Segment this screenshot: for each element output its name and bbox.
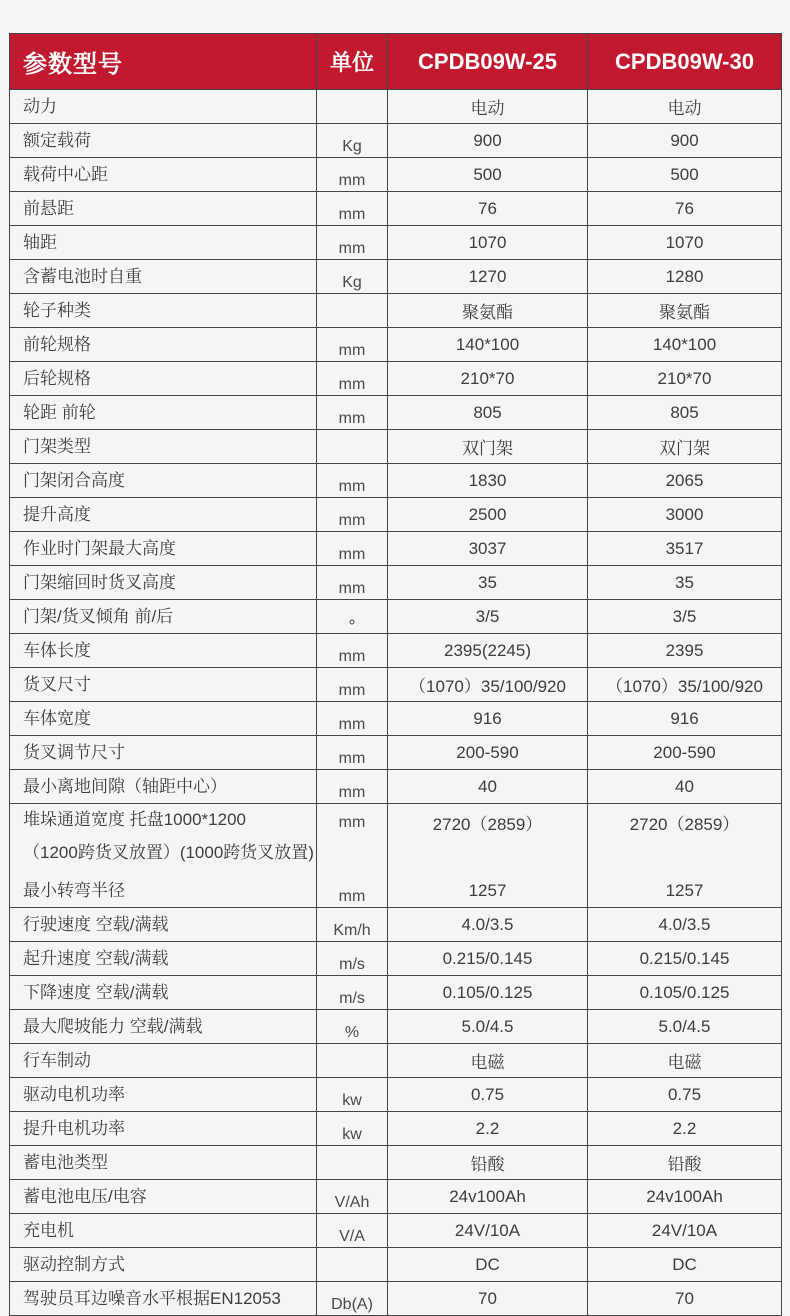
param-label [10, 532, 317, 566]
param-label-line1: 门架类型 [23, 436, 91, 456]
param-label [10, 874, 317, 908]
table-row [10, 362, 782, 396]
value-cell-model-2: 0.105/0.125 [588, 976, 782, 1010]
unit-cell [317, 770, 388, 804]
value-cell-model-2: DC [588, 1248, 782, 1282]
unit-label: mm [338, 814, 366, 831]
unit-cell [317, 1146, 388, 1180]
value-cell-model-1: 24V/10A [388, 1214, 588, 1248]
value-cell-model-2: 2720（2859） [588, 804, 782, 875]
unit-cell [317, 634, 388, 668]
value-cell-model-1: 2500 [388, 498, 588, 532]
value-cell-model-1: 35 [388, 566, 588, 600]
unit-cell [317, 1044, 388, 1078]
param-label [10, 158, 317, 192]
table-row [10, 702, 782, 736]
value-cell-model-1: 916 [388, 702, 588, 736]
table-row [10, 1010, 782, 1044]
value-cell-model-1: 铅酸 [388, 1146, 588, 1180]
value-cell-model-1: 电磁 [388, 1044, 588, 1078]
value-cell-model-1: 200-590 [388, 736, 588, 770]
table-row [10, 260, 782, 294]
table-row [10, 498, 782, 532]
table-row [10, 226, 782, 260]
unit-label: mm [338, 171, 366, 189]
unit-cell [317, 566, 388, 600]
param-label-line1: 充电机 [23, 1220, 74, 1240]
header-model-2: CPDB09W-30 [588, 34, 782, 90]
param-label-line1: 前悬距 [23, 198, 74, 218]
unit-label: V/A [339, 1227, 365, 1245]
value-cell-model-1: 0.75 [388, 1078, 588, 1112]
value-cell-model-1: （1070）35/100/920 [388, 668, 588, 702]
param-label [10, 1044, 317, 1078]
param-label-line1: 门架缩回时货叉高度 [23, 572, 176, 592]
value-cell-model-2: 805 [588, 396, 782, 430]
param-label [10, 702, 317, 736]
unit-label: mm [338, 783, 366, 801]
table-row [10, 874, 782, 908]
value-cell-model-2: 2.2 [588, 1112, 782, 1146]
unit-cell [317, 804, 388, 875]
table-row [10, 804, 782, 875]
param-label [10, 396, 317, 430]
param-label [10, 566, 317, 600]
unit-cell [317, 532, 388, 566]
unit-cell [317, 908, 388, 942]
value-cell-model-2: 210*70 [588, 362, 782, 396]
value-cell-model-1: 2395(2245) [388, 634, 588, 668]
value-cell-model-2: 0.75 [588, 1078, 782, 1112]
unit-cell [317, 396, 388, 430]
param-label [10, 1078, 317, 1112]
param-label-line1: 轴距 [23, 232, 57, 252]
unit-cell [317, 1180, 388, 1214]
param-label [10, 908, 317, 942]
value-cell-model-2: 3000 [588, 498, 782, 532]
value-cell-model-1: 4.0/3.5 [388, 908, 588, 942]
param-label-line1: 载荷中心距 [23, 164, 108, 184]
table-row [10, 1282, 782, 1316]
unit-label: mm [338, 647, 366, 665]
value-cell-model-2: 200-590 [588, 736, 782, 770]
value-cell-model-1: 3037 [388, 532, 588, 566]
unit-cell [317, 498, 388, 532]
param-label-line1: 货叉调节尺寸 [23, 742, 125, 762]
param-label-line1: 行驶速度 空载/满载 [23, 914, 169, 934]
param-label-line1: 最小离地间隙（轴距中心） [23, 776, 227, 796]
param-label [10, 736, 317, 770]
table-row [10, 1044, 782, 1078]
unit-cell [317, 226, 388, 260]
param-label-line1: 蓄电池类型 [23, 1152, 108, 1172]
param-label [10, 976, 317, 1010]
param-label [10, 634, 317, 668]
unit-label: kw [342, 1091, 362, 1109]
value-cell-model-1: 0.105/0.125 [388, 976, 588, 1010]
value-cell-model-1: 电动 [388, 90, 588, 124]
param-label [10, 1214, 317, 1248]
table-row [10, 1180, 782, 1214]
spec-table-body [10, 90, 782, 1316]
value-cell-model-1: 210*70 [388, 362, 588, 396]
unit-cell [317, 874, 388, 908]
param-label-line1: 提升电机功率 [23, 1118, 125, 1138]
unit-cell [317, 124, 388, 158]
param-label-line1: 车体宽度 [23, 708, 91, 728]
param-label [10, 1010, 317, 1044]
table-row [10, 294, 782, 328]
value-cell-model-2: 3517 [588, 532, 782, 566]
table-row [10, 942, 782, 976]
param-label-line1: 起升速度 空载/满载 [23, 948, 169, 968]
unit-label: Db(A) [331, 1295, 373, 1313]
param-label [10, 226, 317, 260]
param-label [10, 464, 317, 498]
value-cell-model-1: 3/5 [388, 600, 588, 634]
unit-label: V/Ah [334, 1193, 370, 1211]
unit-cell [317, 294, 388, 328]
unit-label: mm [338, 749, 366, 767]
value-cell-model-2: 2065 [588, 464, 782, 498]
value-cell-model-2: 24V/10A [588, 1214, 782, 1248]
param-label [10, 668, 317, 702]
table-row [10, 566, 782, 600]
param-label-line1: 车体长度 [23, 640, 91, 660]
header-unit-label: 单位 [317, 34, 388, 90]
table-row [10, 908, 782, 942]
param-label-line1: 额定载荷 [23, 130, 91, 150]
unit-label: mm [338, 375, 366, 393]
value-cell-model-1: 2.2 [388, 1112, 588, 1146]
table-row [10, 736, 782, 770]
value-cell-model-2: 24v100Ah [588, 1180, 782, 1214]
unit-cell [317, 260, 388, 294]
param-label [10, 1248, 317, 1282]
param-label-line1: 最大爬坡能力 空载/满载 [23, 1016, 203, 1036]
value-cell-model-1: 1070 [388, 226, 588, 260]
param-label-line1: 驱动电机功率 [23, 1084, 125, 1104]
table-row [10, 1248, 782, 1282]
unit-label: mm [338, 341, 366, 359]
table-row [10, 1112, 782, 1146]
value-cell-model-1: 5.0/4.5 [388, 1010, 588, 1044]
table-row [10, 1146, 782, 1180]
value-cell-model-2: 900 [588, 124, 782, 158]
table-row [10, 158, 782, 192]
param-label-line1: 驱动控制方式 [23, 1254, 125, 1274]
unit-cell [317, 976, 388, 1010]
param-label [10, 192, 317, 226]
value-cell-model-2: 4.0/3.5 [588, 908, 782, 942]
unit-label: % [344, 1023, 360, 1041]
value-cell-model-2: 1070 [588, 226, 782, 260]
param-label [10, 804, 317, 875]
value-cell-model-2: 电动 [588, 90, 782, 124]
value-cell-model-2: 76 [588, 192, 782, 226]
value-cell-model-1: 70 [388, 1282, 588, 1316]
value-cell-model-1: 24v100Ah [388, 1180, 588, 1214]
unit-cell [317, 90, 388, 124]
unit-label: mm [338, 205, 366, 223]
table-row [10, 464, 782, 498]
value-cell-model-2: 40 [588, 770, 782, 804]
unit-cell [317, 328, 388, 362]
unit-cell [317, 736, 388, 770]
table-row [10, 976, 782, 1010]
table-row [10, 328, 782, 362]
value-cell-model-2: 1257 [588, 874, 782, 908]
unit-label: m/s [339, 989, 365, 1007]
value-cell-model-1: 140*100 [388, 328, 588, 362]
param-label-line1: 提升高度 [23, 504, 91, 524]
unit-label: m/s [339, 955, 365, 973]
value-cell-model-2: 5.0/4.5 [588, 1010, 782, 1044]
unit-cell [317, 430, 388, 464]
table-row [10, 668, 782, 702]
value-cell-model-2: 35 [588, 566, 782, 600]
table-row [10, 430, 782, 464]
param-label [10, 294, 317, 328]
header-row [10, 34, 782, 90]
value-cell-model-1: DC [388, 1248, 588, 1282]
value-cell-model-2: 聚氨酯 [588, 294, 782, 328]
value-cell-model-2: 140*100 [588, 328, 782, 362]
param-label [10, 1146, 317, 1180]
param-label [10, 942, 317, 976]
unit-label: ∘ [346, 613, 357, 631]
unit-label: mm [338, 477, 366, 495]
unit-cell [317, 1078, 388, 1112]
param-label-line1: 最小转弯半径 [23, 880, 125, 900]
value-cell-model-1: 1257 [388, 874, 588, 908]
param-label [10, 498, 317, 532]
param-label-line1: 行车制动 [23, 1050, 91, 1070]
value-cell-model-2: 70 [588, 1282, 782, 1316]
unit-label: mm [338, 239, 366, 257]
param-label [10, 90, 317, 124]
unit-cell [317, 668, 388, 702]
param-label-line1: 轮距 前轮 [23, 402, 96, 422]
unit-cell [317, 192, 388, 226]
value-cell-model-2: 电磁 [588, 1044, 782, 1078]
param-label [10, 124, 317, 158]
value-cell-model-2: 铅酸 [588, 1146, 782, 1180]
param-label-line1: 轮子种类 [23, 300, 91, 320]
param-label-line1: 下降速度 空载/满载 [23, 982, 169, 1002]
value-cell-model-2: 双门架 [588, 430, 782, 464]
spec-table [9, 33, 782, 1316]
value-cell-model-1: 76 [388, 192, 588, 226]
unit-label: Kg [342, 137, 362, 155]
table-row [10, 90, 782, 124]
unit-cell [317, 600, 388, 634]
value-cell-model-2: 1280 [588, 260, 782, 294]
unit-cell [317, 158, 388, 192]
value-cell-model-1: 40 [388, 770, 588, 804]
param-label-line1: 蓄电池电压/电容 [23, 1186, 147, 1206]
unit-label: mm [338, 681, 366, 699]
param-label-line1: 前轮规格 [23, 334, 91, 354]
value-cell-model-1: 0.215/0.145 [388, 942, 588, 976]
table-row [10, 1078, 782, 1112]
param-label-line1: 作业时门架最大高度 [23, 538, 176, 558]
value-cell-model-2: 3/5 [588, 600, 782, 634]
table-row [10, 1214, 782, 1248]
param-label [10, 600, 317, 634]
value-cell-model-2: （1070）35/100/920 [588, 668, 782, 702]
param-label [10, 770, 317, 804]
value-cell-model-2: 0.215/0.145 [588, 942, 782, 976]
value-cell-model-1: 500 [388, 158, 588, 192]
value-cell-model-2: 916 [588, 702, 782, 736]
value-cell-model-2: 2395 [588, 634, 782, 668]
unit-cell [317, 464, 388, 498]
param-label-line2: （1200跨货叉放置）(1000跨货叉放置) [23, 842, 314, 862]
param-label [10, 1282, 317, 1316]
table-row [10, 600, 782, 634]
value-cell-model-2: 500 [588, 158, 782, 192]
unit-label: mm [338, 545, 366, 563]
header-param-label: 参数型号 [10, 34, 317, 90]
table-row [10, 770, 782, 804]
unit-label: mm [338, 715, 366, 733]
unit-label: Km/h [333, 921, 371, 939]
value-cell-model-1: 聚氨酯 [388, 294, 588, 328]
unit-cell [317, 362, 388, 396]
unit-cell [317, 1112, 388, 1146]
table-row [10, 124, 782, 158]
unit-label: mm [338, 579, 366, 597]
param-label-line1: 驾驶员耳边噪音水平根据EN12053 [23, 1288, 281, 1308]
param-label-line1: 动力 [23, 96, 57, 116]
table-row [10, 532, 782, 566]
value-cell-model-1: 2720（2859） [388, 804, 588, 875]
spec-table-header [10, 34, 782, 90]
param-label-line1: 含蓄电池时自重 [23, 266, 142, 286]
unit-cell [317, 1010, 388, 1044]
unit-label: Kg [342, 273, 362, 291]
header-model-1: CPDB09W-25 [388, 34, 588, 90]
value-cell-model-1: 805 [388, 396, 588, 430]
unit-label: mm [338, 511, 366, 529]
unit-label: mm [338, 887, 366, 905]
value-cell-model-1: 1270 [388, 260, 588, 294]
param-label [10, 328, 317, 362]
param-label-line1: 门架闭合高度 [23, 470, 125, 490]
value-cell-model-1: 900 [388, 124, 588, 158]
param-label [10, 260, 317, 294]
param-label-line1: 堆垛通道宽度 托盘1000*1200 [23, 810, 246, 829]
unit-label: mm [338, 409, 366, 427]
unit-cell [317, 1282, 388, 1316]
unit-label: kw [342, 1125, 362, 1143]
unit-cell [317, 1214, 388, 1248]
table-row [10, 634, 782, 668]
param-label [10, 1180, 317, 1214]
table-row [10, 396, 782, 430]
param-label [10, 430, 317, 464]
unit-cell [317, 702, 388, 736]
unit-cell [317, 1248, 388, 1282]
param-label-line1: 门架/货叉倾角 前/后 [23, 606, 174, 626]
value-cell-model-1: 双门架 [388, 430, 588, 464]
param-label [10, 1112, 317, 1146]
table-row [10, 192, 782, 226]
param-label-line1: 货叉尺寸 [23, 674, 91, 694]
param-label-line1: 后轮规格 [23, 368, 91, 388]
param-label [10, 362, 317, 396]
value-cell-model-1: 1830 [388, 464, 588, 498]
unit-cell [317, 942, 388, 976]
